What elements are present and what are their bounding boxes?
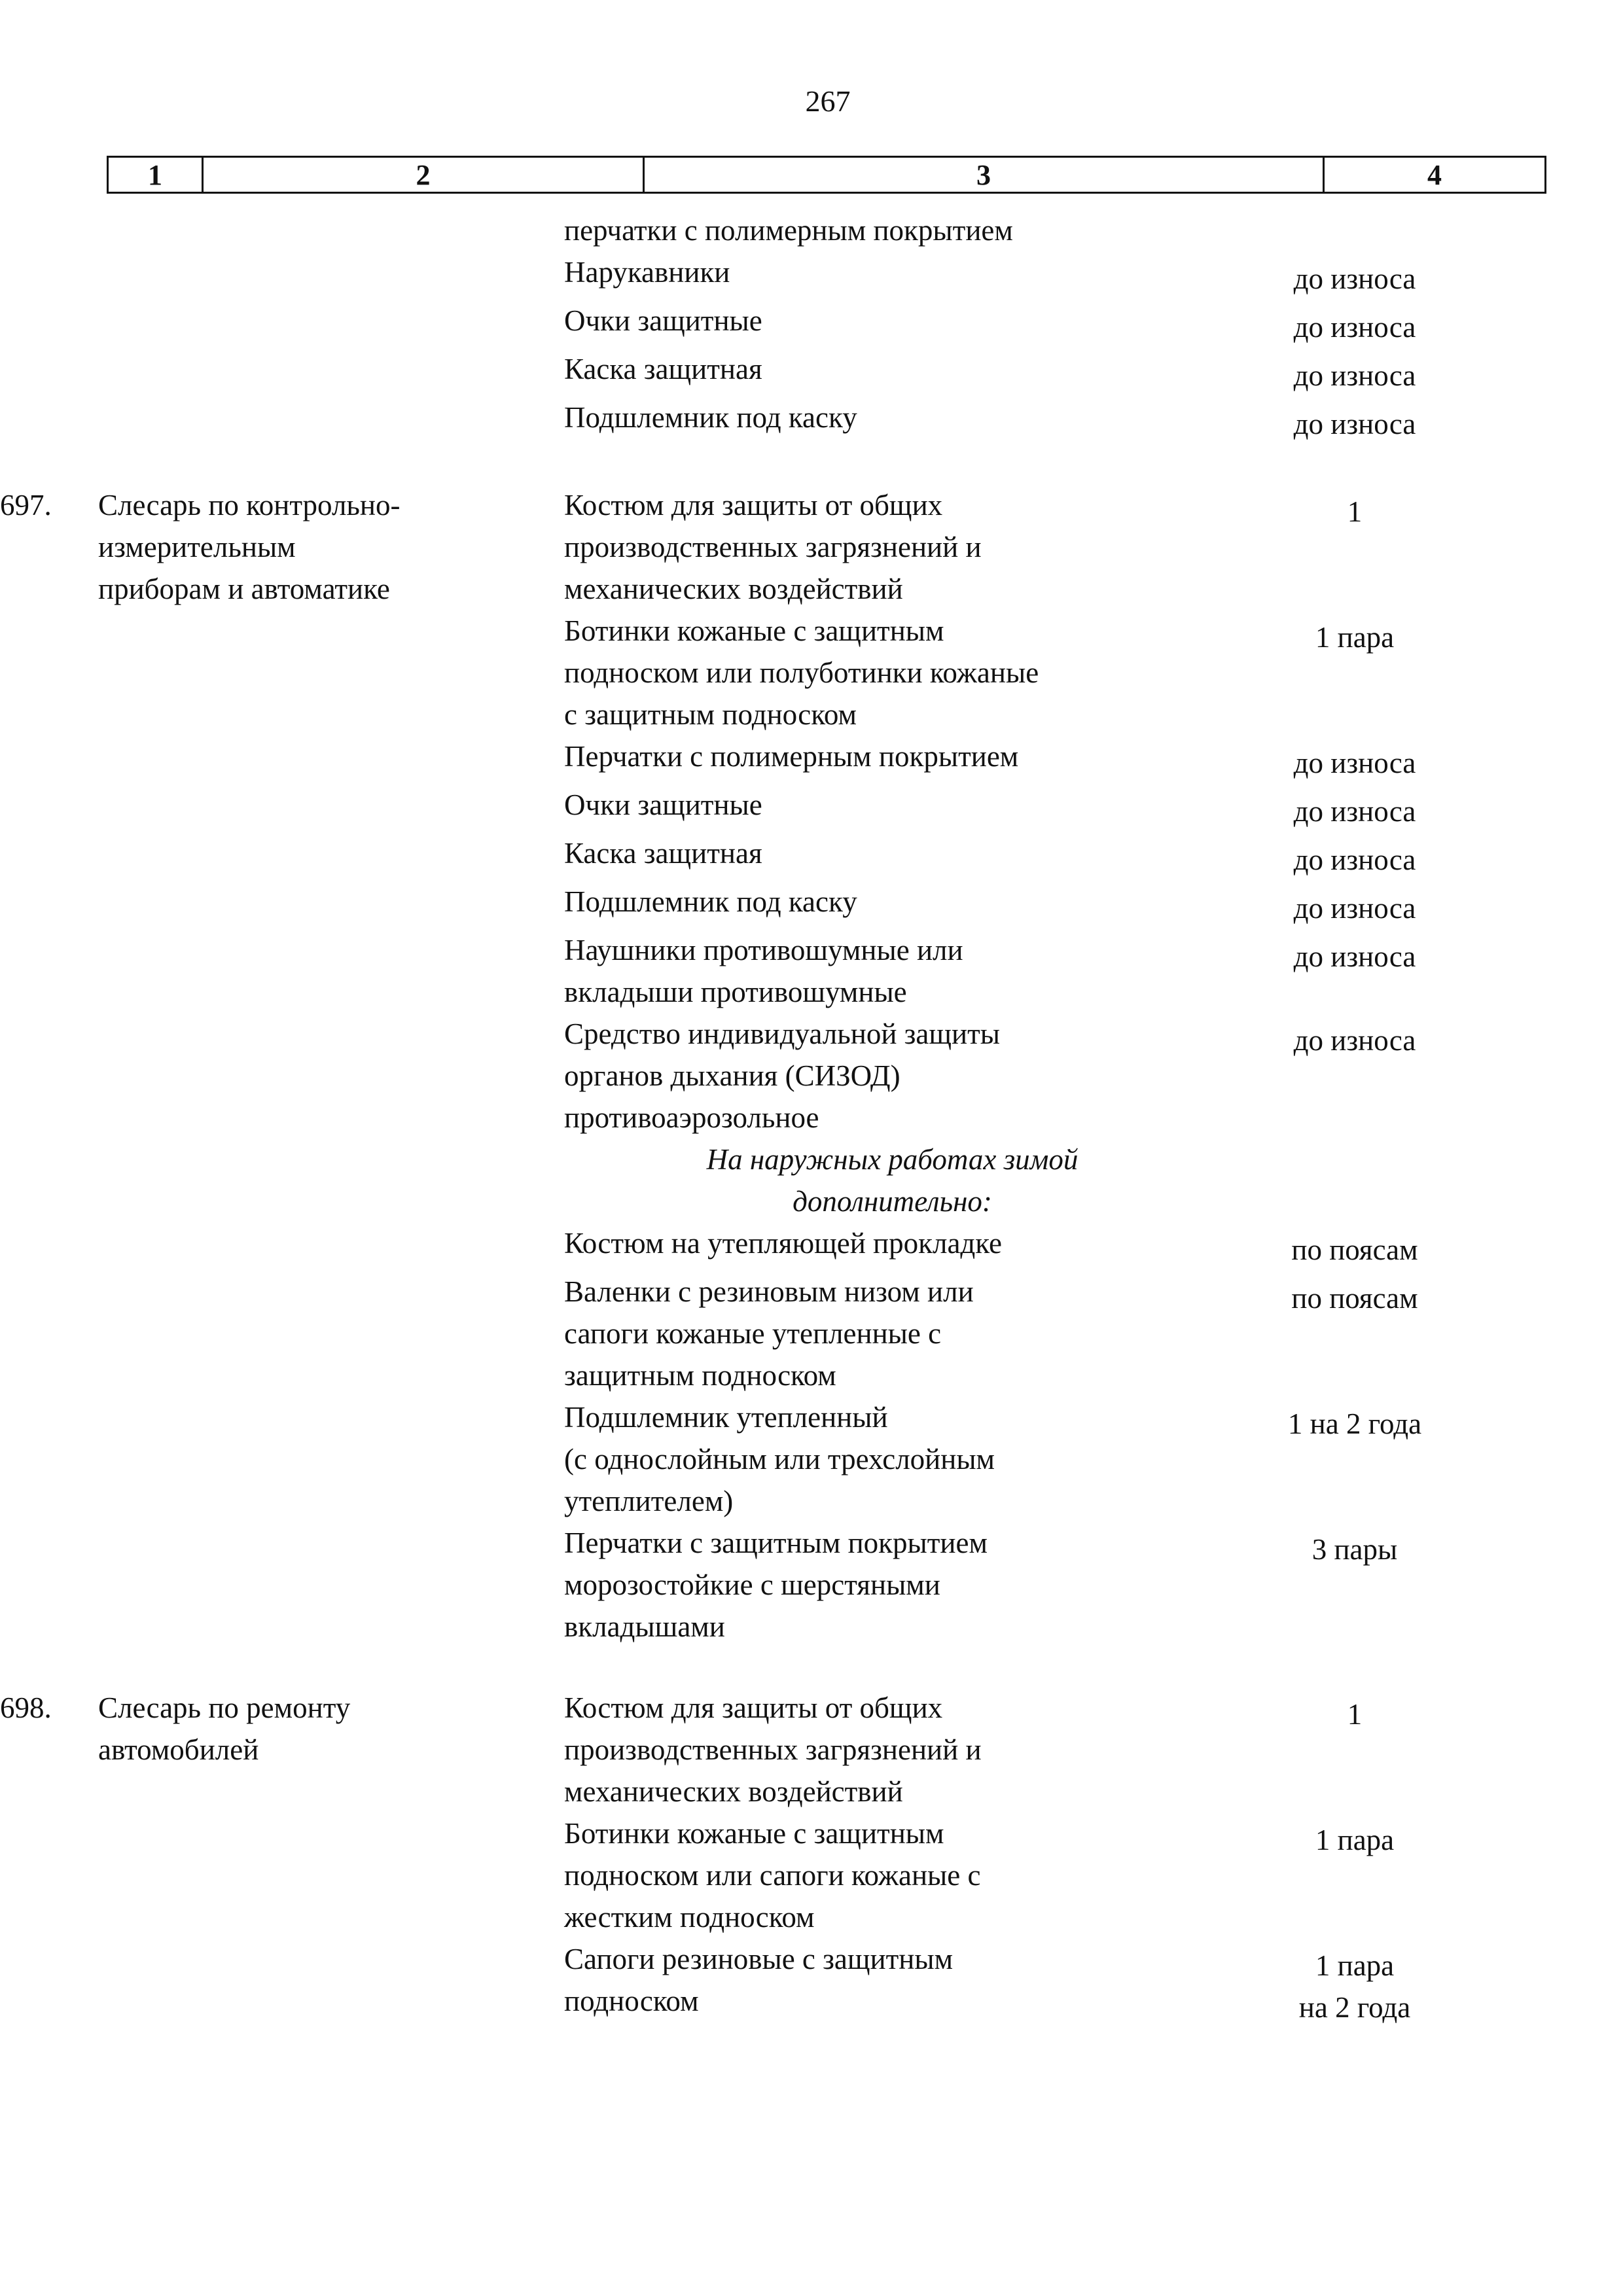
issue-norm: 1 (1347, 1698, 1363, 1731)
equipment-line: Перчатки с полимерным покрытием (564, 740, 1019, 773)
equipment-line: Ботинки кожаные с защитным (564, 1817, 944, 1850)
equipment-cell (564, 1013, 1247, 1139)
equipment-cell (564, 348, 1247, 397)
equipment-cell (564, 209, 1247, 251)
row-number-cell (0, 300, 98, 348)
equipment-cell (564, 610, 1247, 735)
table-row (0, 610, 1623, 735)
norm-cell (1247, 1139, 1463, 1222)
equipment-line: утеплителем) (564, 1485, 734, 1517)
row-number-cell (0, 784, 98, 832)
norm-cell (1247, 784, 1463, 832)
profession-cell (98, 1687, 564, 1812)
equipment-line: перчатки с полимерным покрытием (564, 214, 1013, 247)
issue-norm: 1 (1347, 495, 1363, 528)
table-row (0, 1687, 1623, 1812)
issue-norm: до износа (1293, 747, 1416, 779)
equipment-line: вкладышами (564, 1610, 725, 1643)
equipment-line: Наушники противошумные или (564, 934, 963, 966)
table-row (0, 348, 1623, 397)
profession-cell (98, 610, 564, 735)
equipment-line: производственных загрязнений и (564, 531, 982, 563)
row-number-cell (0, 1687, 98, 1812)
equipment-line: Костюм для защиты от общих (564, 489, 943, 521)
column-header-2: 2 (204, 158, 645, 192)
equipment-line: противоаэрозольное (564, 1101, 819, 1134)
table-header (107, 156, 1546, 194)
equipment-cell (564, 832, 1247, 881)
profession-cell (98, 929, 564, 1013)
equipment-cell (564, 735, 1247, 784)
norm-cell (1247, 1013, 1463, 1139)
equipment-cell (564, 1139, 1247, 1222)
row-number-cell (0, 929, 98, 1013)
equipment-cell (564, 784, 1247, 832)
norm-cell (1247, 881, 1463, 929)
equipment-line: подноском или полуботинки кожаные (564, 656, 1039, 689)
equipment-cell (564, 1687, 1247, 1812)
table-row (0, 1522, 1623, 1648)
norm-cell (1247, 1522, 1463, 1648)
row-gap (0, 1648, 1623, 1687)
row-number-cell (0, 209, 98, 251)
issue-norm: 1 пара (1315, 1949, 1395, 1982)
issue-norm: 1 пара (1315, 621, 1395, 654)
equipment-cell (564, 1396, 1247, 1522)
issue-norm: 3 пары (1311, 1533, 1398, 1566)
equipment-line: производственных загрязнений и (564, 1733, 982, 1766)
profession-cell (98, 300, 564, 348)
norm-cell (1247, 1938, 1463, 2028)
norm-cell (1247, 209, 1463, 251)
equipment-line: Костюм на утепляющей прокладке (564, 1227, 1003, 1260)
equipment-line: Костюм для защиты от общих (564, 1691, 943, 1724)
row-number-cell (0, 1222, 98, 1271)
column-header-4: 4 (1427, 158, 1442, 191)
equipment-line: Нарукавники (564, 256, 730, 289)
continuation-group (0, 209, 1623, 445)
norm-cell (1247, 300, 1463, 348)
row-number-cell (0, 1271, 98, 1396)
profession-cell (98, 397, 564, 445)
issue-norm: до износа (1293, 795, 1416, 828)
equipment-line: подноском или сапоги кожаные с (564, 1859, 981, 1892)
issue-norm: до износа (1293, 843, 1416, 876)
profession-cell (98, 1013, 564, 1139)
section-note-line: дополнительно: (793, 1185, 992, 1218)
issue-norm: до износа (1293, 359, 1416, 392)
table-row (0, 1938, 1623, 2028)
table-row (0, 251, 1623, 300)
norm-cell (1247, 929, 1463, 1013)
table-row (0, 1271, 1623, 1396)
row-number-cell (0, 1013, 98, 1139)
norm-cell (1247, 832, 1463, 881)
equipment-line: Подшлемник под каску (564, 401, 857, 434)
profession-cell (98, 735, 564, 784)
equipment-cell (564, 881, 1247, 929)
profession-cell (98, 881, 564, 929)
equipment-line: защитным подноском (564, 1359, 836, 1392)
norm-cell (1247, 1271, 1463, 1396)
row-number-cell (0, 1938, 98, 2028)
table-row (0, 1812, 1623, 1938)
equipment-cell (564, 929, 1247, 1013)
issue-norm: до износа (1293, 1024, 1416, 1057)
table-row (0, 784, 1623, 832)
profession-cell (98, 1222, 564, 1271)
equipment-line: жестким подноском (564, 1901, 815, 1934)
row-number-cell (0, 832, 98, 881)
table-row (0, 735, 1623, 784)
equipment-line: Каска защитная (564, 837, 762, 870)
entry-group (0, 484, 1623, 1648)
norm-cell (1247, 397, 1463, 445)
issue-norm: 1 на 2 года (1287, 1407, 1422, 1440)
equipment-line: Очки защитные (564, 304, 762, 337)
equipment-line: Средство индивидуальной защиты (564, 1017, 1001, 1050)
row-number-cell (0, 1396, 98, 1522)
profession-cell (98, 1139, 564, 1222)
equipment-line: Перчатки с защитным покрытием (564, 1527, 988, 1559)
row-number-cell (0, 610, 98, 735)
norm-cell (1247, 251, 1463, 300)
profession-line: Слесарь по контрольно- (98, 489, 401, 521)
norm-cell (1247, 735, 1463, 784)
norm-cell (1247, 1687, 1463, 1812)
profession-cell (98, 251, 564, 300)
norm-cell (1247, 1812, 1463, 1938)
row-number-cell (0, 397, 98, 445)
table-row (0, 1396, 1623, 1522)
row-number-cell (0, 348, 98, 397)
row-number-cell (0, 1139, 98, 1222)
row-number-cell (0, 735, 98, 784)
table-row (0, 300, 1623, 348)
row-number-cell (0, 251, 98, 300)
equipment-cell (564, 1522, 1247, 1648)
equipment-line: Сапоги резиновые с защитным (564, 1943, 954, 1975)
profession-cell (98, 1271, 564, 1396)
row-number-cell (0, 484, 98, 610)
issue-norm: на 2 года (1298, 1991, 1411, 2024)
column-header-1: 1 (109, 158, 204, 192)
norm-cell (1247, 348, 1463, 397)
norm-cell (1247, 1222, 1463, 1271)
equipment-line: подноском (564, 1985, 699, 2017)
profession-cell (98, 832, 564, 881)
issue-norm: до износа (1293, 311, 1416, 344)
row-gap (0, 445, 1623, 484)
entry-group (0, 1687, 1623, 2028)
column-header-3: 3 (645, 158, 1325, 192)
issue-norm: по поясам (1291, 1282, 1418, 1315)
profession-line: измерительным (98, 531, 296, 563)
equipment-line: Каска защитная (564, 353, 762, 385)
equipment-line: Ботинки кожаные с защитным (564, 614, 944, 647)
equipment-cell (564, 300, 1247, 348)
profession-cell (98, 1522, 564, 1648)
issue-norm: 1 пара (1315, 1824, 1395, 1856)
table-row (0, 1139, 1623, 1222)
row-number: 697. (0, 489, 52, 521)
profession-cell (98, 1812, 564, 1938)
issue-norm: по поясам (1291, 1233, 1418, 1266)
equipment-line: механических воздействий (564, 1775, 903, 1808)
equipment-cell (564, 251, 1247, 300)
table-row (0, 832, 1623, 881)
profession-cell (98, 484, 564, 610)
equipment-line: механических воздействий (564, 573, 903, 605)
issue-norm: до износа (1293, 892, 1416, 925)
equipment-line: с защитным подноском (564, 698, 857, 731)
profession-cell (98, 1938, 564, 2028)
profession-line: приборам и автоматике (98, 573, 390, 605)
equipment-line: Валенки с резиновым низом или (564, 1275, 974, 1308)
row-number-cell (0, 1522, 98, 1648)
profession-cell (98, 784, 564, 832)
row-number-cell (0, 881, 98, 929)
table-row (0, 1013, 1623, 1139)
table-row (0, 397, 1623, 445)
norm-cell (1247, 1396, 1463, 1522)
equipment-cell (564, 1812, 1247, 1938)
norm-cell (1247, 610, 1463, 735)
equipment-cell (564, 1271, 1247, 1396)
profession-cell (98, 1396, 564, 1522)
row-number-cell (0, 1812, 98, 1938)
equipment-line: сапоги кожаные утепленные с (564, 1317, 942, 1350)
table-row (0, 484, 1623, 610)
equipment-cell (564, 1938, 1247, 2028)
section-note-line: На наружных работах зимой (706, 1143, 1079, 1176)
profession-line: автомобилей (98, 1733, 259, 1766)
table-row (0, 881, 1623, 929)
equipment-line: Подшлемник под каску (564, 885, 857, 918)
page-number: 267 (805, 84, 851, 118)
row-number: 698. (0, 1691, 52, 1724)
profession-line: Слесарь по ремонту (98, 1691, 351, 1724)
issue-norm: до износа (1293, 408, 1416, 440)
equipment-line: Очки защитные (564, 788, 762, 821)
equipment-line: морозостойкие с шерстяными (564, 1568, 940, 1601)
equipment-line: (с однослойным или трехслойным (564, 1443, 995, 1475)
profession-cell (98, 209, 564, 251)
issue-norm: до износа (1293, 262, 1416, 295)
equipment-line: органов дыхания (СИЗОД) (564, 1059, 901, 1092)
equipment-cell (564, 397, 1247, 445)
table-row (0, 929, 1623, 1013)
equipment-line: Подшлемник утепленный (564, 1401, 888, 1434)
profession-cell (98, 348, 564, 397)
table-row (0, 209, 1623, 251)
equipment-cell (564, 484, 1247, 610)
norm-cell (1247, 484, 1463, 610)
table-body (0, 209, 1623, 2028)
table-row (0, 1222, 1623, 1271)
equipment-line: вкладыши противошумные (564, 976, 907, 1008)
issue-norm: до износа (1293, 940, 1416, 973)
equipment-cell (564, 1222, 1247, 1271)
